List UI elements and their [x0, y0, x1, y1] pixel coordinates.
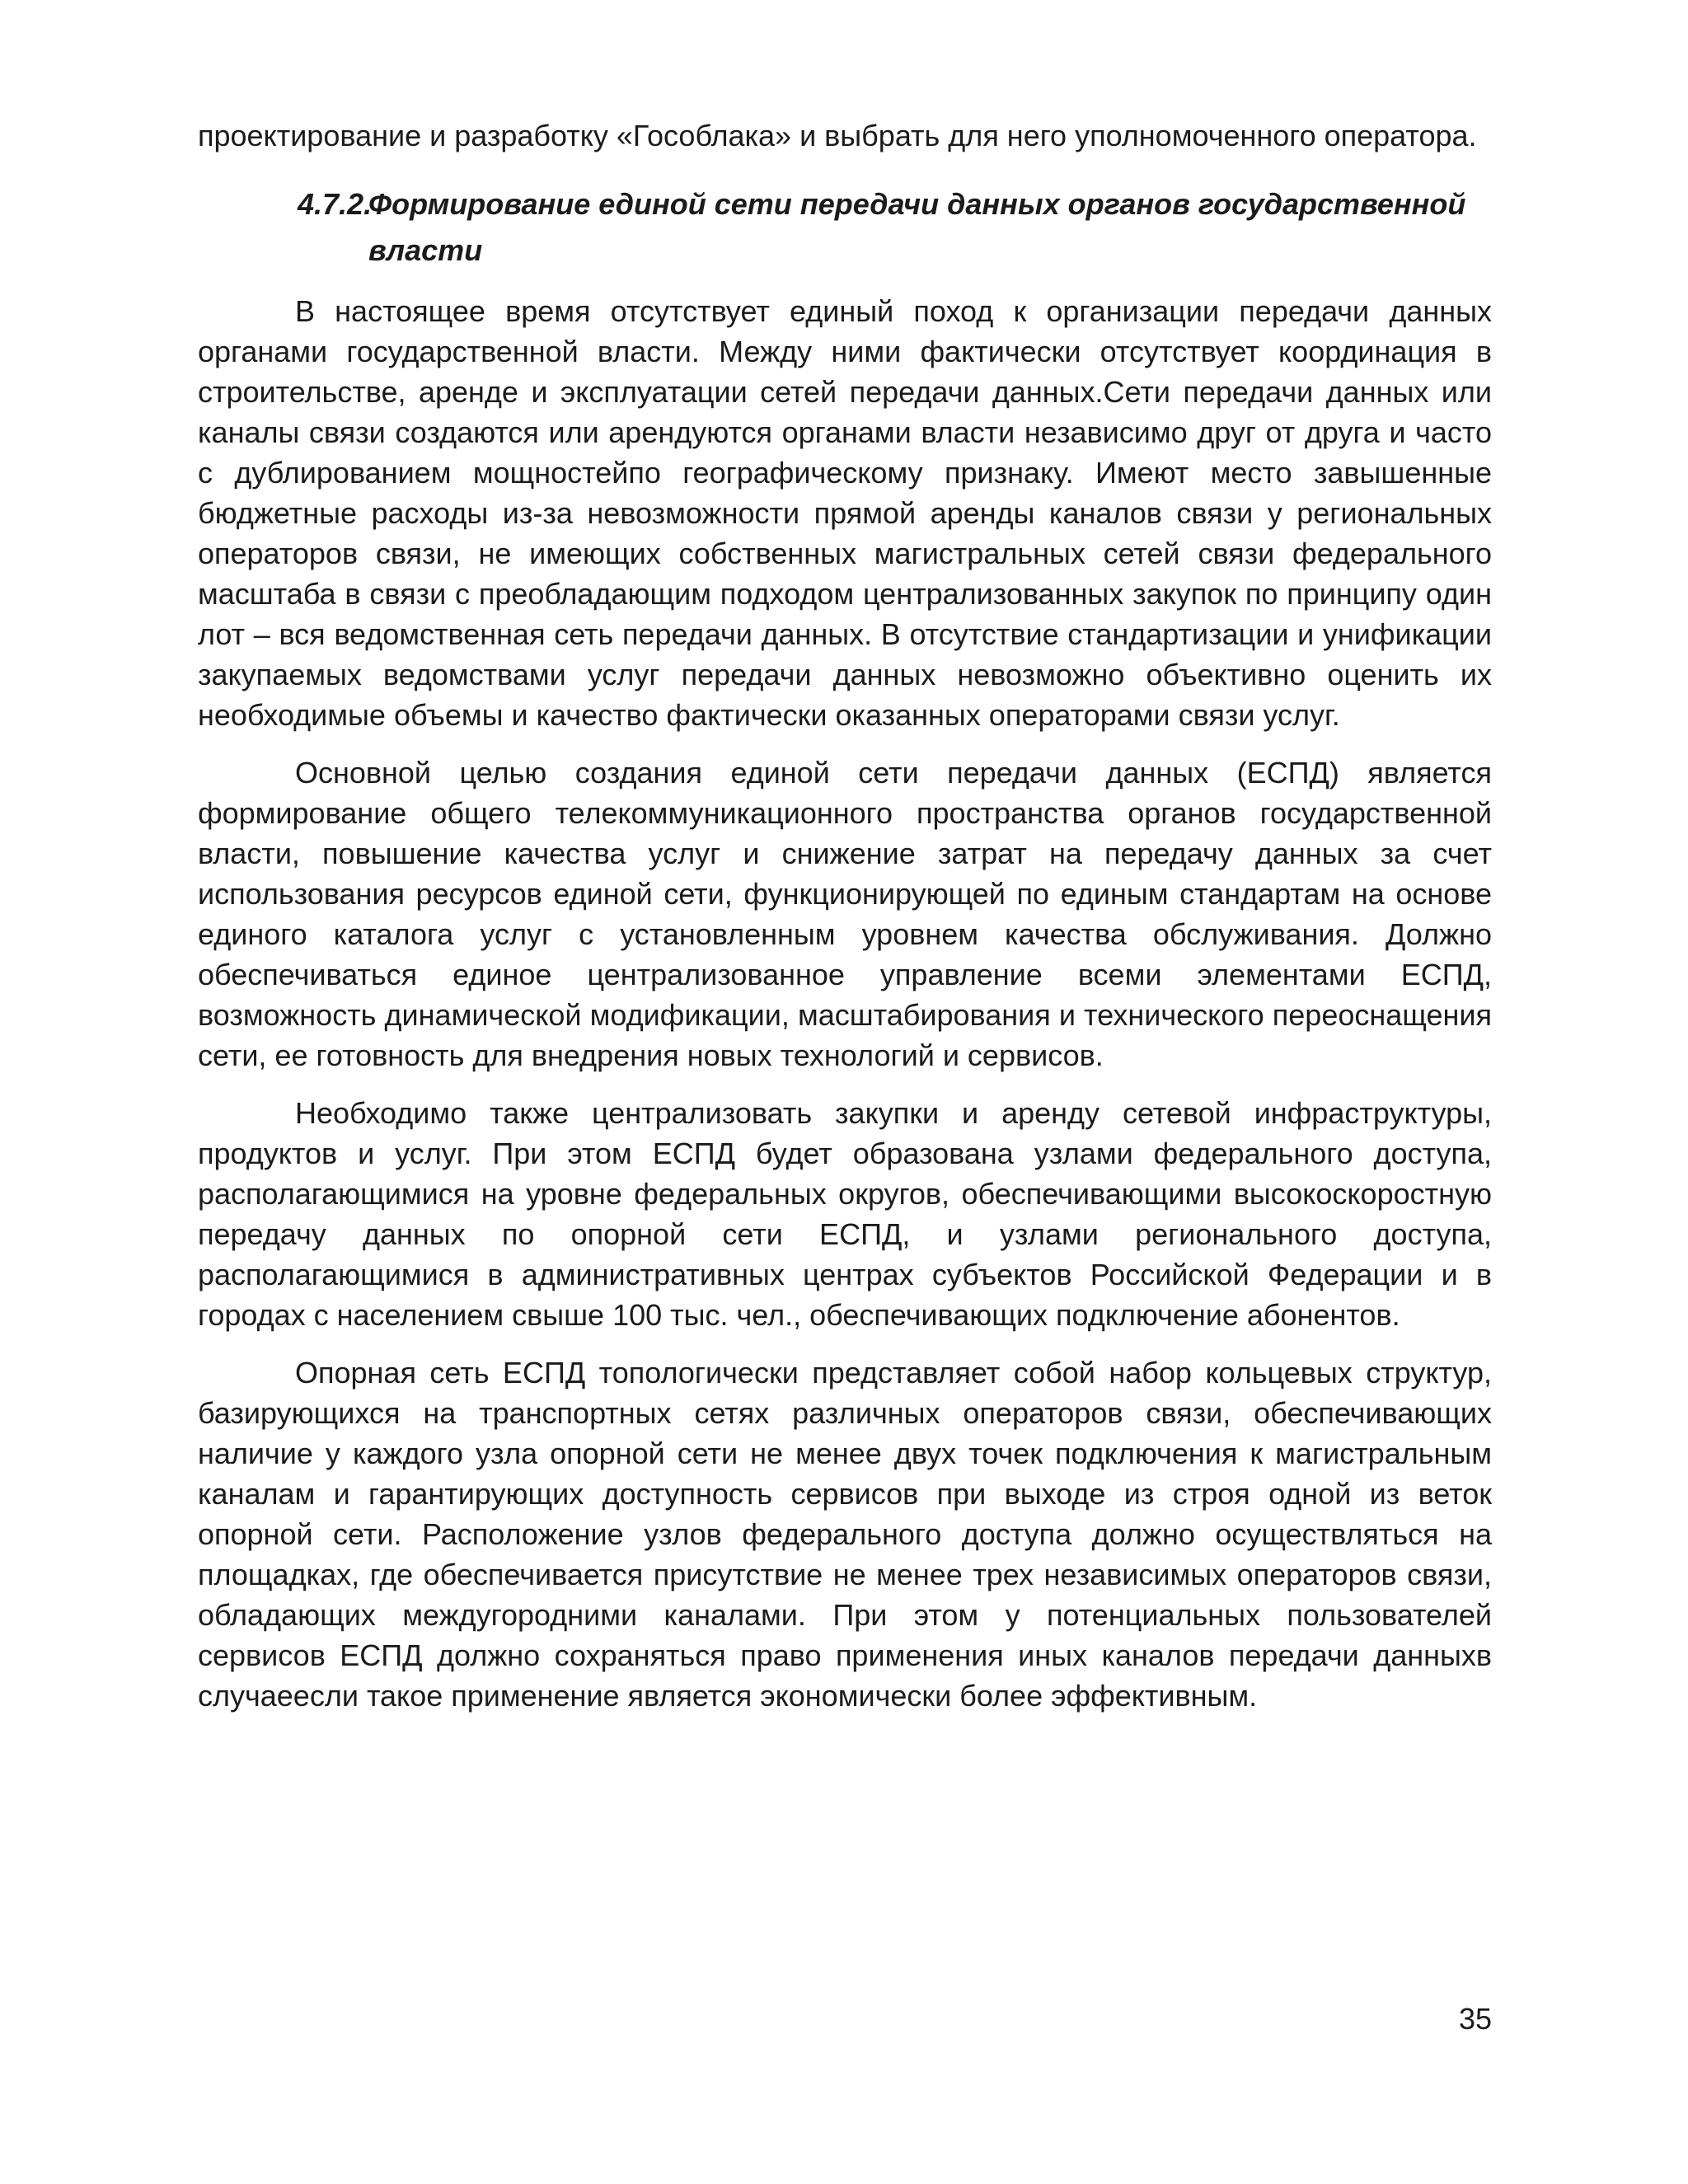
section-title-line2: власти — [368, 233, 483, 267]
section-number: 4.7.2. — [298, 187, 373, 221]
section-heading — [198, 181, 1492, 274]
page-content — [198, 115, 1492, 1716]
body-paragraph-3: Необходимо также централизовать закупки и аренду сетевой инфраструктуры, продуктов и услуг. При этом ЕСПД будет образована узлами федерального доступа, располагающимися на уровне федеральных округов, обеспечивающими высокоскоростную передачу данных по опорной сети ЕСПД, и узлами регионального доступа, располагающимися в административных центрах субъектов Российской Федерации и в городах с населением свыше 100 тыс. чел., обеспечивающих подключение абонентов. — [198, 1096, 1492, 1332]
section-title-line1: Формирование единой сети передачи данных органов государственной — [368, 187, 1466, 221]
page-number: 35 — [1458, 2002, 1492, 2036]
body-paragraph-2: Основной целью создания единой сети передачи данных (ЕСПД) является формирование общего телекоммуникационного пространства органов государственной власти, повышение качества услуг и снижение затрат на передачу данных за счет использования ресурсов единой сети, функционирующей по единым стандартам на основе единого каталога услуг с установленным уровнем качества обслуживания. Должно обеспечиваться единое централизованное управление всеми элементами ЕСПД, возможность динамической модификации, масштабирования и технического переоснащения сети, ее готовность для внедрения новых технологий и сервисов. — [198, 756, 1492, 1072]
intro-paragraph: проектирование и разработку «Гособлака» и выбрать для него уполномоченного оператора. — [198, 119, 1477, 152]
body-paragraph-1: В настоящее время отсутствует единый поход к организации передачи данных органами государственной власти. Между ними фактически отсутствует координация в строительстве, аренде и эксплуатации сетей передачи данных.Сети передачи данных или каналы связи создаются или арендуются органами власти независимо друг от друга и часто с дублированием мощностейпо географическому признаку. Имеют место завышенные бюджетные расходы из-за невозможности прямой аренды каналов связи у региональных операторов связи, не имеющих собственных магистральных сетей связи федерального масштаба в связи с преобладающим подходом централизованных закупок по принципу один лот – вся ведомственная сеть передачи данных. В отсутствие стандартизации и унификации закупаемых ведомствами услуг передачи данных невозможно объективно оценить их необходимые объемы и качество фактически оказанных операторами связи услуг. — [198, 294, 1492, 732]
body-paragraph-4: Опорная сеть ЕСПД топологически представляет собой набор кольцевых структур, базирующихся на транспортных сетях различных операторов связи, обеспечивающих наличие у каждого узла опорной сети не менее двух точек подключения к магистральным каналам и гарантирующих доступность сервисов при выходе из строя одной из веток опорной сети. Расположение узлов федерального доступа должно осуществляться на площадках, где обеспечивается присутствие не менее трех независимых операторов связи, обладающих междугородними каналами. При этом у потенциальных пользователей сервисов ЕСПД должно сохраняться право применения иных каналов передачи данныхв случаеесли такое применение является экономически более эффективным. — [198, 1356, 1492, 1713]
